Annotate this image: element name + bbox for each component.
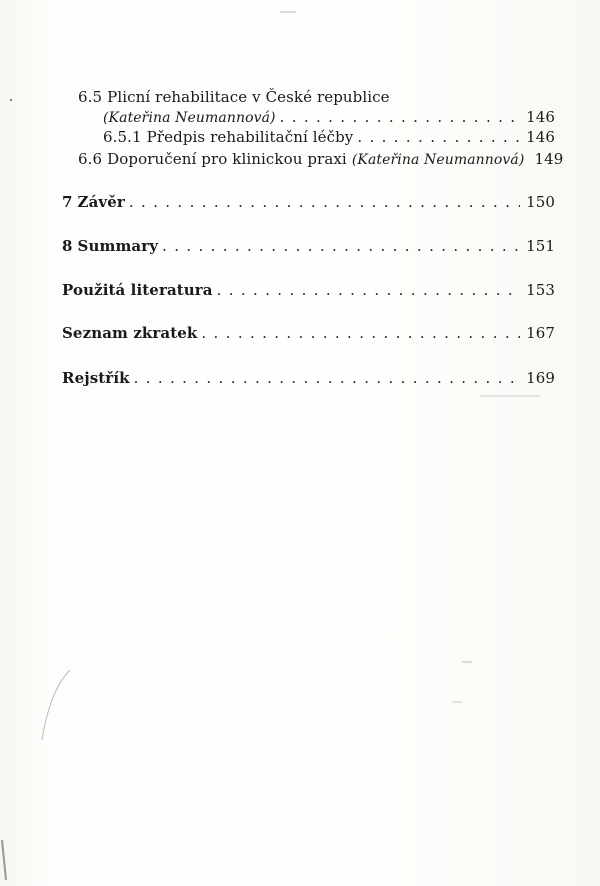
toc-entry-number: 6.5 — [78, 88, 103, 106]
toc-entry-6-5-1[interactable] — [103, 127, 555, 147]
toc-entry-6-5[interactable] — [78, 87, 390, 107]
toc-entry-page: 149 — [534, 150, 564, 168]
toc-entry-title: Rejstřík — [62, 369, 130, 387]
toc-entry-page: 153 — [526, 281, 555, 299]
toc-entry-page: 169 — [526, 369, 555, 387]
toc-entry-number: 7 — [62, 193, 73, 211]
toc-entry-title: Závěr — [77, 193, 125, 211]
toc-entry-page: 151 — [526, 237, 555, 255]
toc-entry-6-6[interactable] — [78, 149, 564, 170]
toc-entry-literatura[interactable] — [62, 280, 555, 300]
toc-entry-title: Summary — [77, 237, 159, 255]
toc-entry-rejstrik[interactable] — [62, 368, 555, 388]
toc-entry-zkratky[interactable] — [62, 323, 555, 343]
toc-entry-page: 146 — [526, 108, 555, 126]
toc-entry-number: 6.5.1 — [103, 128, 142, 146]
toc-entry-author: (Kateřina Neumannová) — [351, 152, 525, 168]
toc-entry-title: Seznam zkratek — [62, 324, 198, 342]
toc-entry-page: 150 — [526, 193, 555, 211]
toc-entry-6-5-author[interactable] — [103, 107, 555, 128]
toc-entry-number: 6.6 — [78, 150, 103, 168]
toc-entry-number: 8 — [62, 237, 73, 255]
toc-entry-title: Plicní rehabilitace v České republice — [107, 88, 390, 106]
toc-entry-7[interactable] — [62, 192, 555, 212]
toc-entry-title: Předpis rehabilitační léčby — [146, 128, 354, 146]
toc-entry-page: 167 — [526, 324, 555, 342]
toc-leader-dots — [162, 236, 520, 256]
toc-entry-8[interactable] — [62, 236, 555, 256]
toc-leader-dots — [129, 192, 520, 212]
toc-entry-title: Použitá literatura — [62, 281, 213, 299]
toc-leader-dots — [217, 280, 520, 300]
toc-leader-dots — [280, 107, 520, 127]
toc-entry-title: Doporučení pro klinickou praxi — [107, 150, 347, 168]
toc-leader-dots — [201, 323, 520, 343]
toc-entry-author: (Kateřina Neumannová) — [103, 110, 276, 126]
toc-entry-page: 146 — [526, 128, 555, 146]
toc-leader-dots — [357, 127, 520, 147]
toc-leader-dots — [134, 368, 520, 388]
